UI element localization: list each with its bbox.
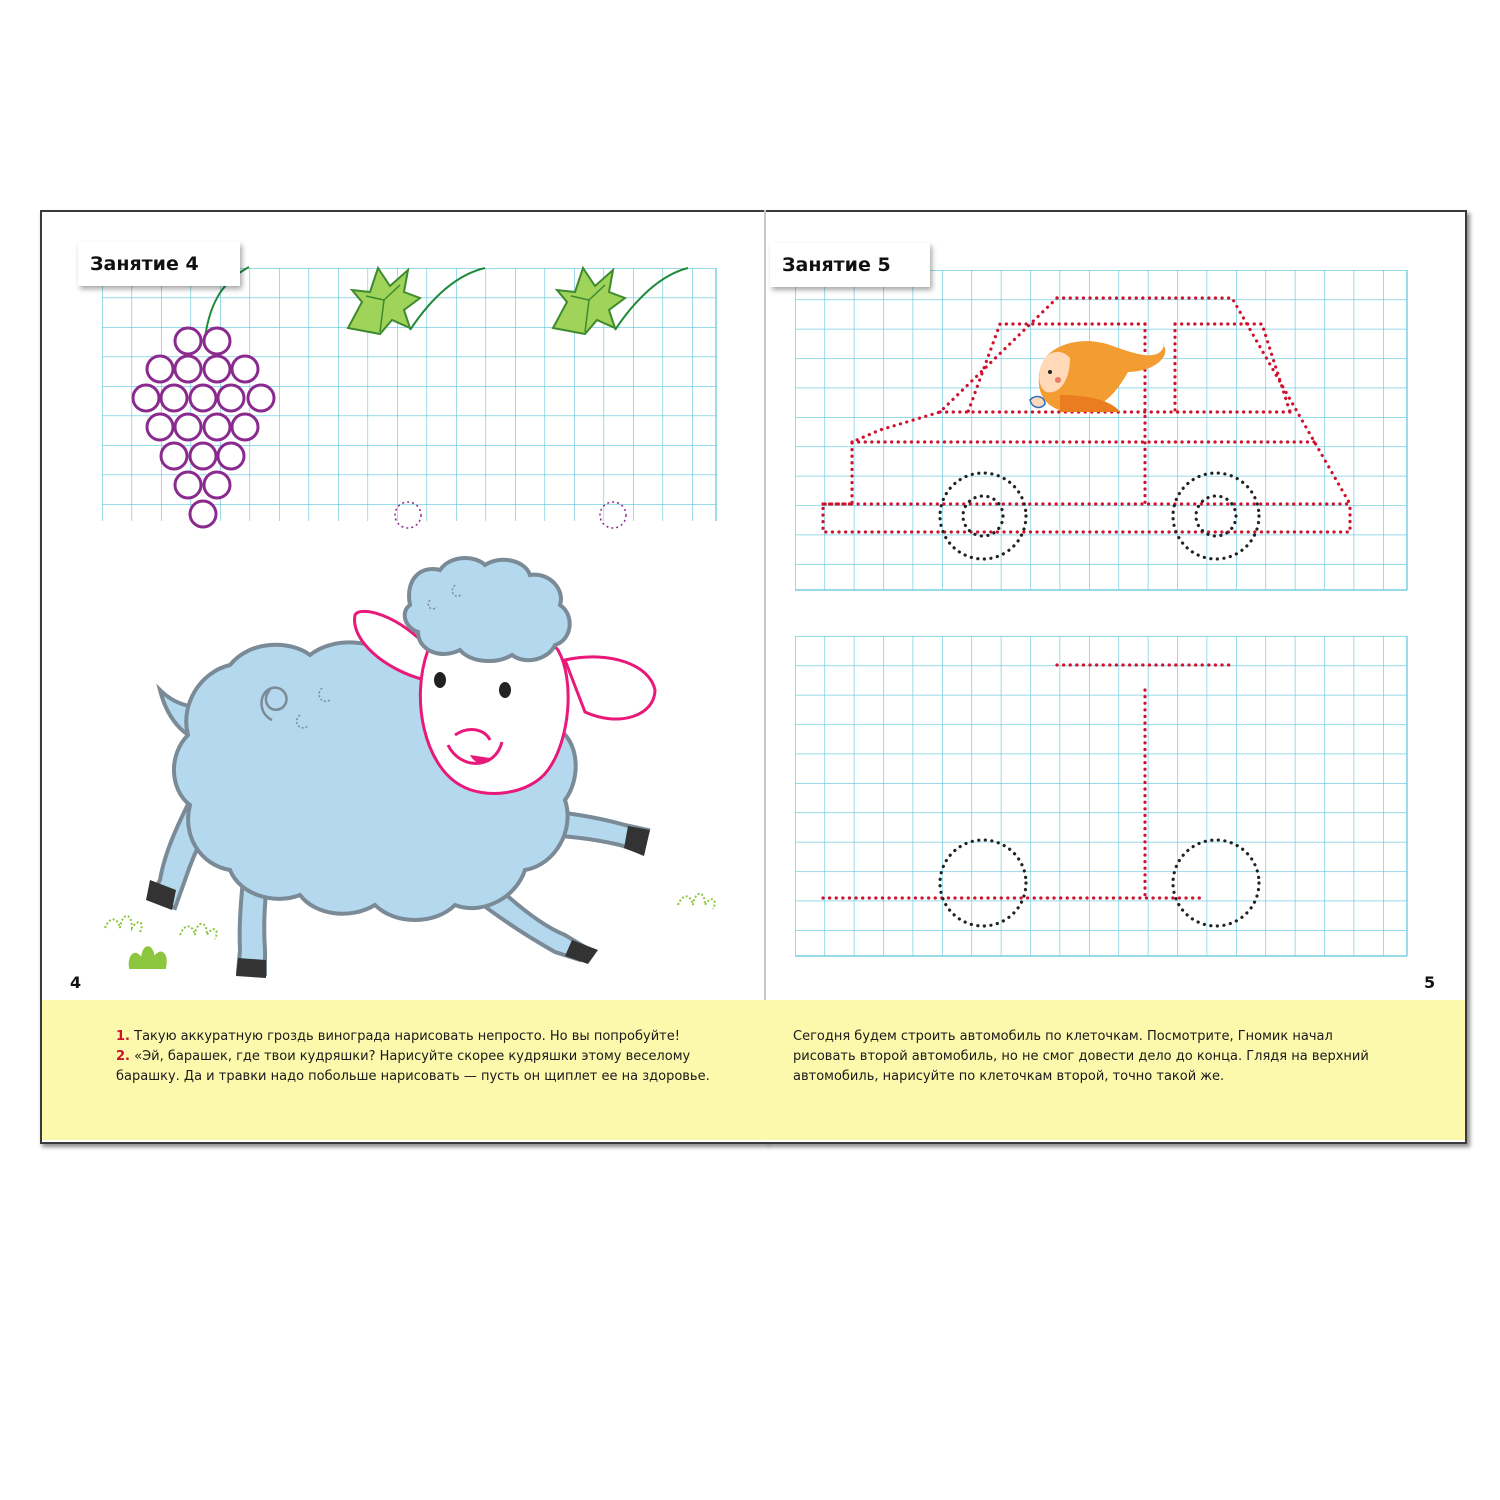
instruction-item xyxy=(116,1027,746,1047)
instruction-number: 2. xyxy=(116,1049,130,1064)
right-instructions xyxy=(793,1027,1393,1087)
left-instructions xyxy=(116,1027,746,1087)
instruction-number: 1. xyxy=(116,1029,130,1044)
right-page-number: 5 xyxy=(1424,973,1436,992)
instruction-item xyxy=(116,1047,746,1087)
lesson-5-title: Занятие 5 xyxy=(770,243,930,287)
lesson-4-title: Занятие 4 xyxy=(78,242,240,286)
sheep-icon xyxy=(146,558,655,978)
instruction-text: Такую аккуратную гроздь винограда нарисовать непросто. Но вы попробуйте! xyxy=(134,1029,680,1044)
instruction-text: «Эй, барашек, где твои кудряшки? Нарисуйте скорее кудряшки этому веселому барашку. Да и травки надо побольше нарисовать — пусть он щиплет ее на здоровье. xyxy=(116,1049,710,1084)
car-incomplete-grid xyxy=(795,636,1407,956)
car-template-grid xyxy=(795,270,1407,590)
left-page-number: 4 xyxy=(70,973,82,992)
instruction-text: Сегодня будем строить автомобиль по клеточкам. Посмотрите, Гномик начал рисовать второй автомобиль, но не смог довести дело до конца. Глядя на верхний автомобиль, нарисуйте по клеточкам второй, точно такой же. xyxy=(793,1029,1369,1084)
